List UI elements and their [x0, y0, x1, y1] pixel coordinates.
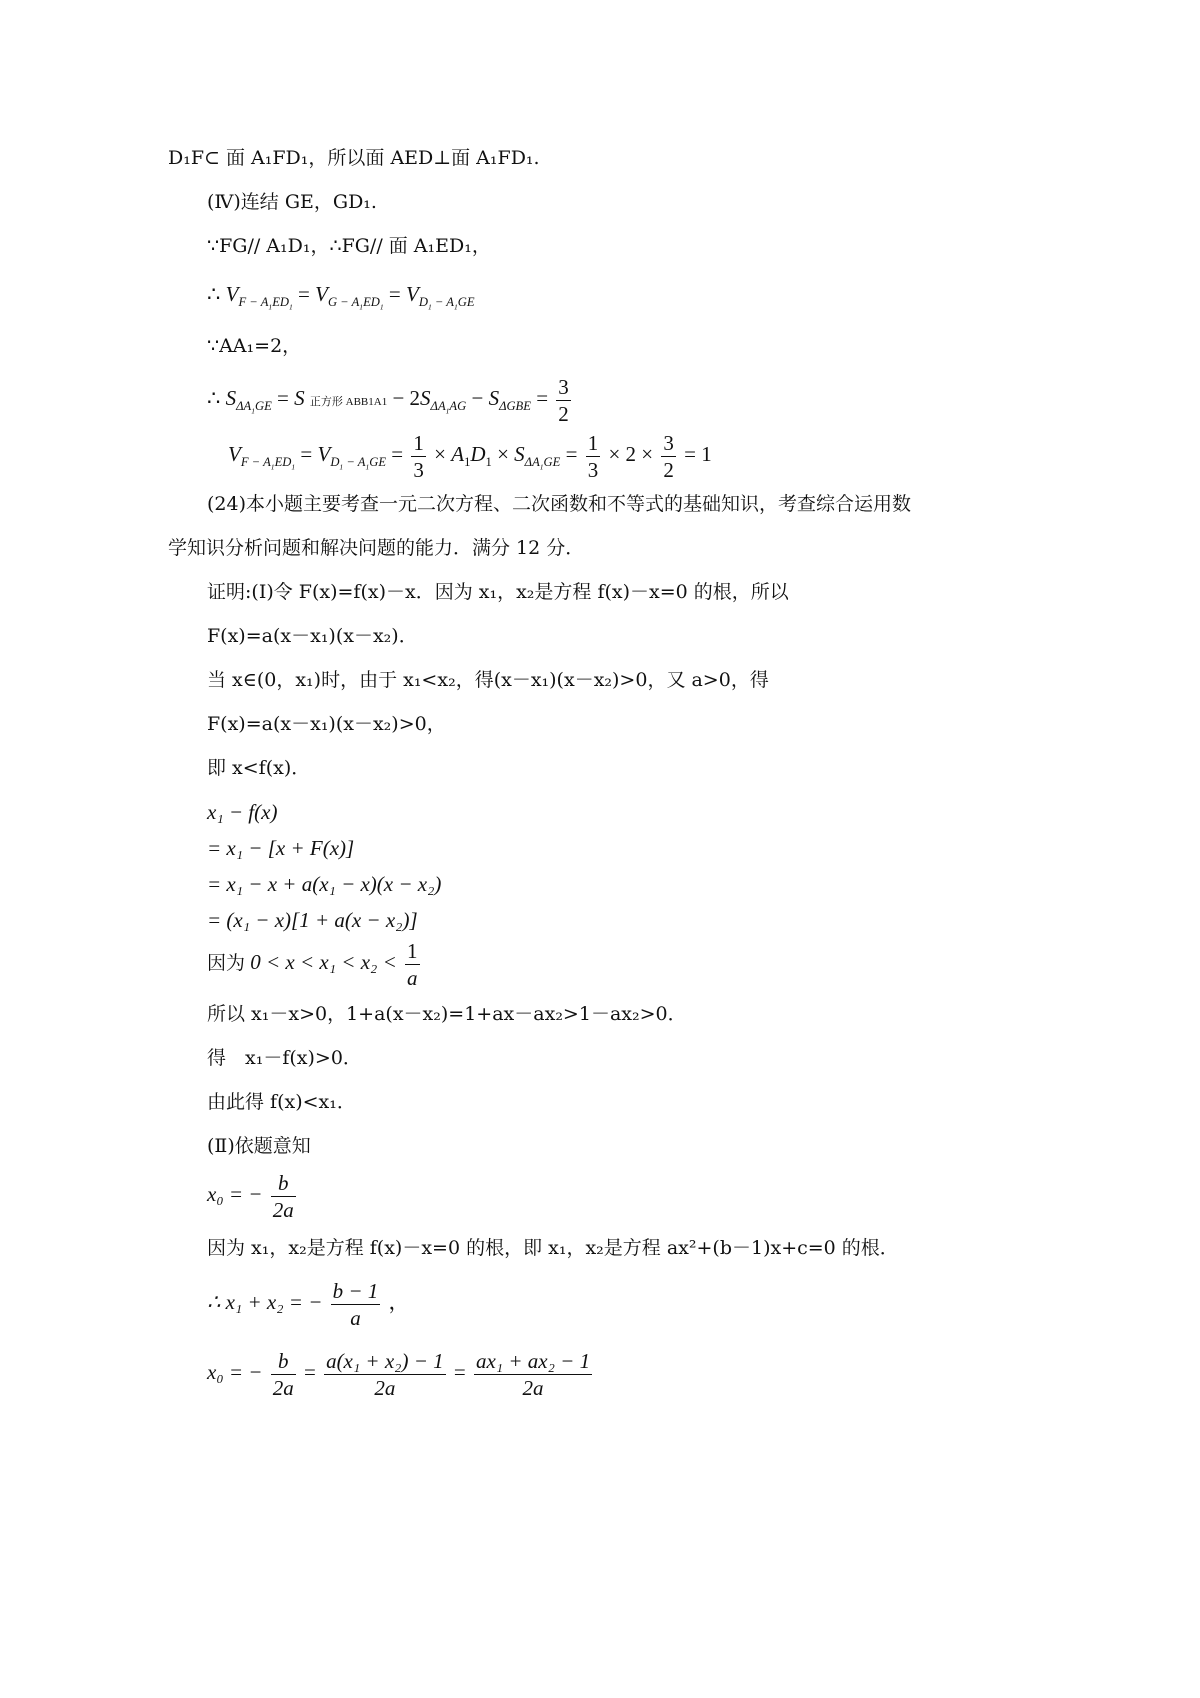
fraction-b-2a: $\frac{b}{2a}$ [272, 1170, 294, 1222]
volume-result-equation: $V_{F - A_1ED_1} = V_{D_1 - A_1GE}$ = $\frac{1}{3}$ × $A_1D_1 \times S_{\Delta A_1GE}$ = $\frac{1}{3}$ × 2 × $\frac{3}{2}$ = 1 [228, 430, 712, 482]
proof-line-2: F(x)=a(x－x₁)(x－x₂)． [207, 625, 418, 647]
fraction-3-2: $\frac{3}{2}$ [558, 374, 569, 426]
q24-line-b: 学知识分析问题和解决问题的能力．满分 12 分． [168, 537, 585, 559]
fraction-b1-a: $\frac{b - 1}{a}$ [332, 1278, 379, 1330]
proof-line-3: 当 x∈(0，x₁)时，由于 x₁<x₂，得(x－x₁)(x－x₂)>0，又 a>0，得 [207, 669, 769, 691]
volume-equation: ∴ $V_{F - A_1ED_1} = V_{G - A_1ED_1} = V_{D_1 - A_1GE}$ [207, 282, 475, 312]
fraction-ax12: $\frac{\text{a(x₁ + x₂) − 1}}{2a}$ [326, 1348, 444, 1400]
q24-line-a: (24)本小题主要考查一元二次方程、二次函数和不等式的基础知识，考查综合运用数 [207, 493, 912, 515]
so-line: 所以 x₁－x>0，1+a(x－x₂)=1+ax－ax₂>1－ax₂>0． [207, 1003, 687, 1025]
proof-line-1: 证明:(Ⅰ)令 F(x)=f(x)－x．因为 x₁，x₂是方程 f(x)－x=0 的根，所以 [207, 581, 789, 603]
line-3: ∵FG// A₁D₁，∴FG// 面 A₁ED₁， [207, 235, 491, 257]
chain-row: x₁ − f(x) [207, 800, 278, 824]
fraction-1-3: $\frac{1}{3}$ [413, 430, 424, 482]
x0-final: x₀ = − $\frac{b}{2a}$ = $\frac{\text{a(x₁ + x₂) − 1}}{2a}$ = $\frac{\text{ax₁ + ax₂ − 1}}{2a}$ [207, 1348, 591, 1400]
derivation-chain [207, 794, 441, 938]
area-equation: ∴ $S_{\Delta A_1GE} = S$ 正方形 $ABB1A1 - 2S_{\Delta A_1AG} - S_{\Delta GBE}$ = $\frac{3}{2}$ [207, 374, 569, 426]
line-2: (Ⅳ)连结 GE，GD₁. [207, 191, 377, 213]
chain-row: = x₁ − x + a(x₁ − x)(x − x₂) [207, 872, 442, 896]
sum-of-roots: ∴ x₁ + x₂ = − $\frac{b - 1}{a}$ ， [207, 1278, 410, 1330]
fraction-3-2-b: $\frac{3}{2}$ [663, 430, 674, 482]
line-5: ∵AA₁=2， [207, 335, 302, 357]
fraction-ax1ax2: $\frac{\text{ax₁ + ax₂ − 1}}{2a}$ [475, 1348, 591, 1400]
chain-row: = (x₁ − x)[1 + a(x − x₂)] [207, 908, 418, 932]
x0-definition: x₀ = − $\frac{b}{2a}$ [207, 1170, 294, 1222]
line-1: D₁F⊂ 面 A₁FD₁，所以面 AED⊥面 A₁FD₁. [168, 147, 540, 169]
fraction-b-2a-b: $\frac{b}{2a}$ [272, 1348, 294, 1400]
proof-line-5: 即 x<f(x)． [207, 757, 311, 779]
chain-row: = x₁ − [x + F(x)] [207, 836, 355, 860]
part2-heading: (Ⅱ)依题意知 [207, 1135, 311, 1157]
conclusion-line: 由此得 f(x)<x₁． [207, 1091, 356, 1113]
proof-line-4: F(x)=a(x－x₁)(x－x₂)>0， [207, 713, 446, 735]
de-line: 得 x₁－f(x)>0． [207, 1047, 362, 1069]
fraction-1-a: $\frac{1}{a}$ [407, 938, 418, 990]
because-inequality: 因为 0 < x < x₁ < x₂ < $\frac{1}{a}$ [207, 938, 418, 990]
roots-line: 因为 x₁，x₂是方程 f(x)－x=0 的根，即 x₁，x₂是方程 ax²+(b－1)x+c=0 的根． [207, 1237, 899, 1259]
fraction-1-3-b: $\frac{1}{3}$ [587, 430, 599, 482]
